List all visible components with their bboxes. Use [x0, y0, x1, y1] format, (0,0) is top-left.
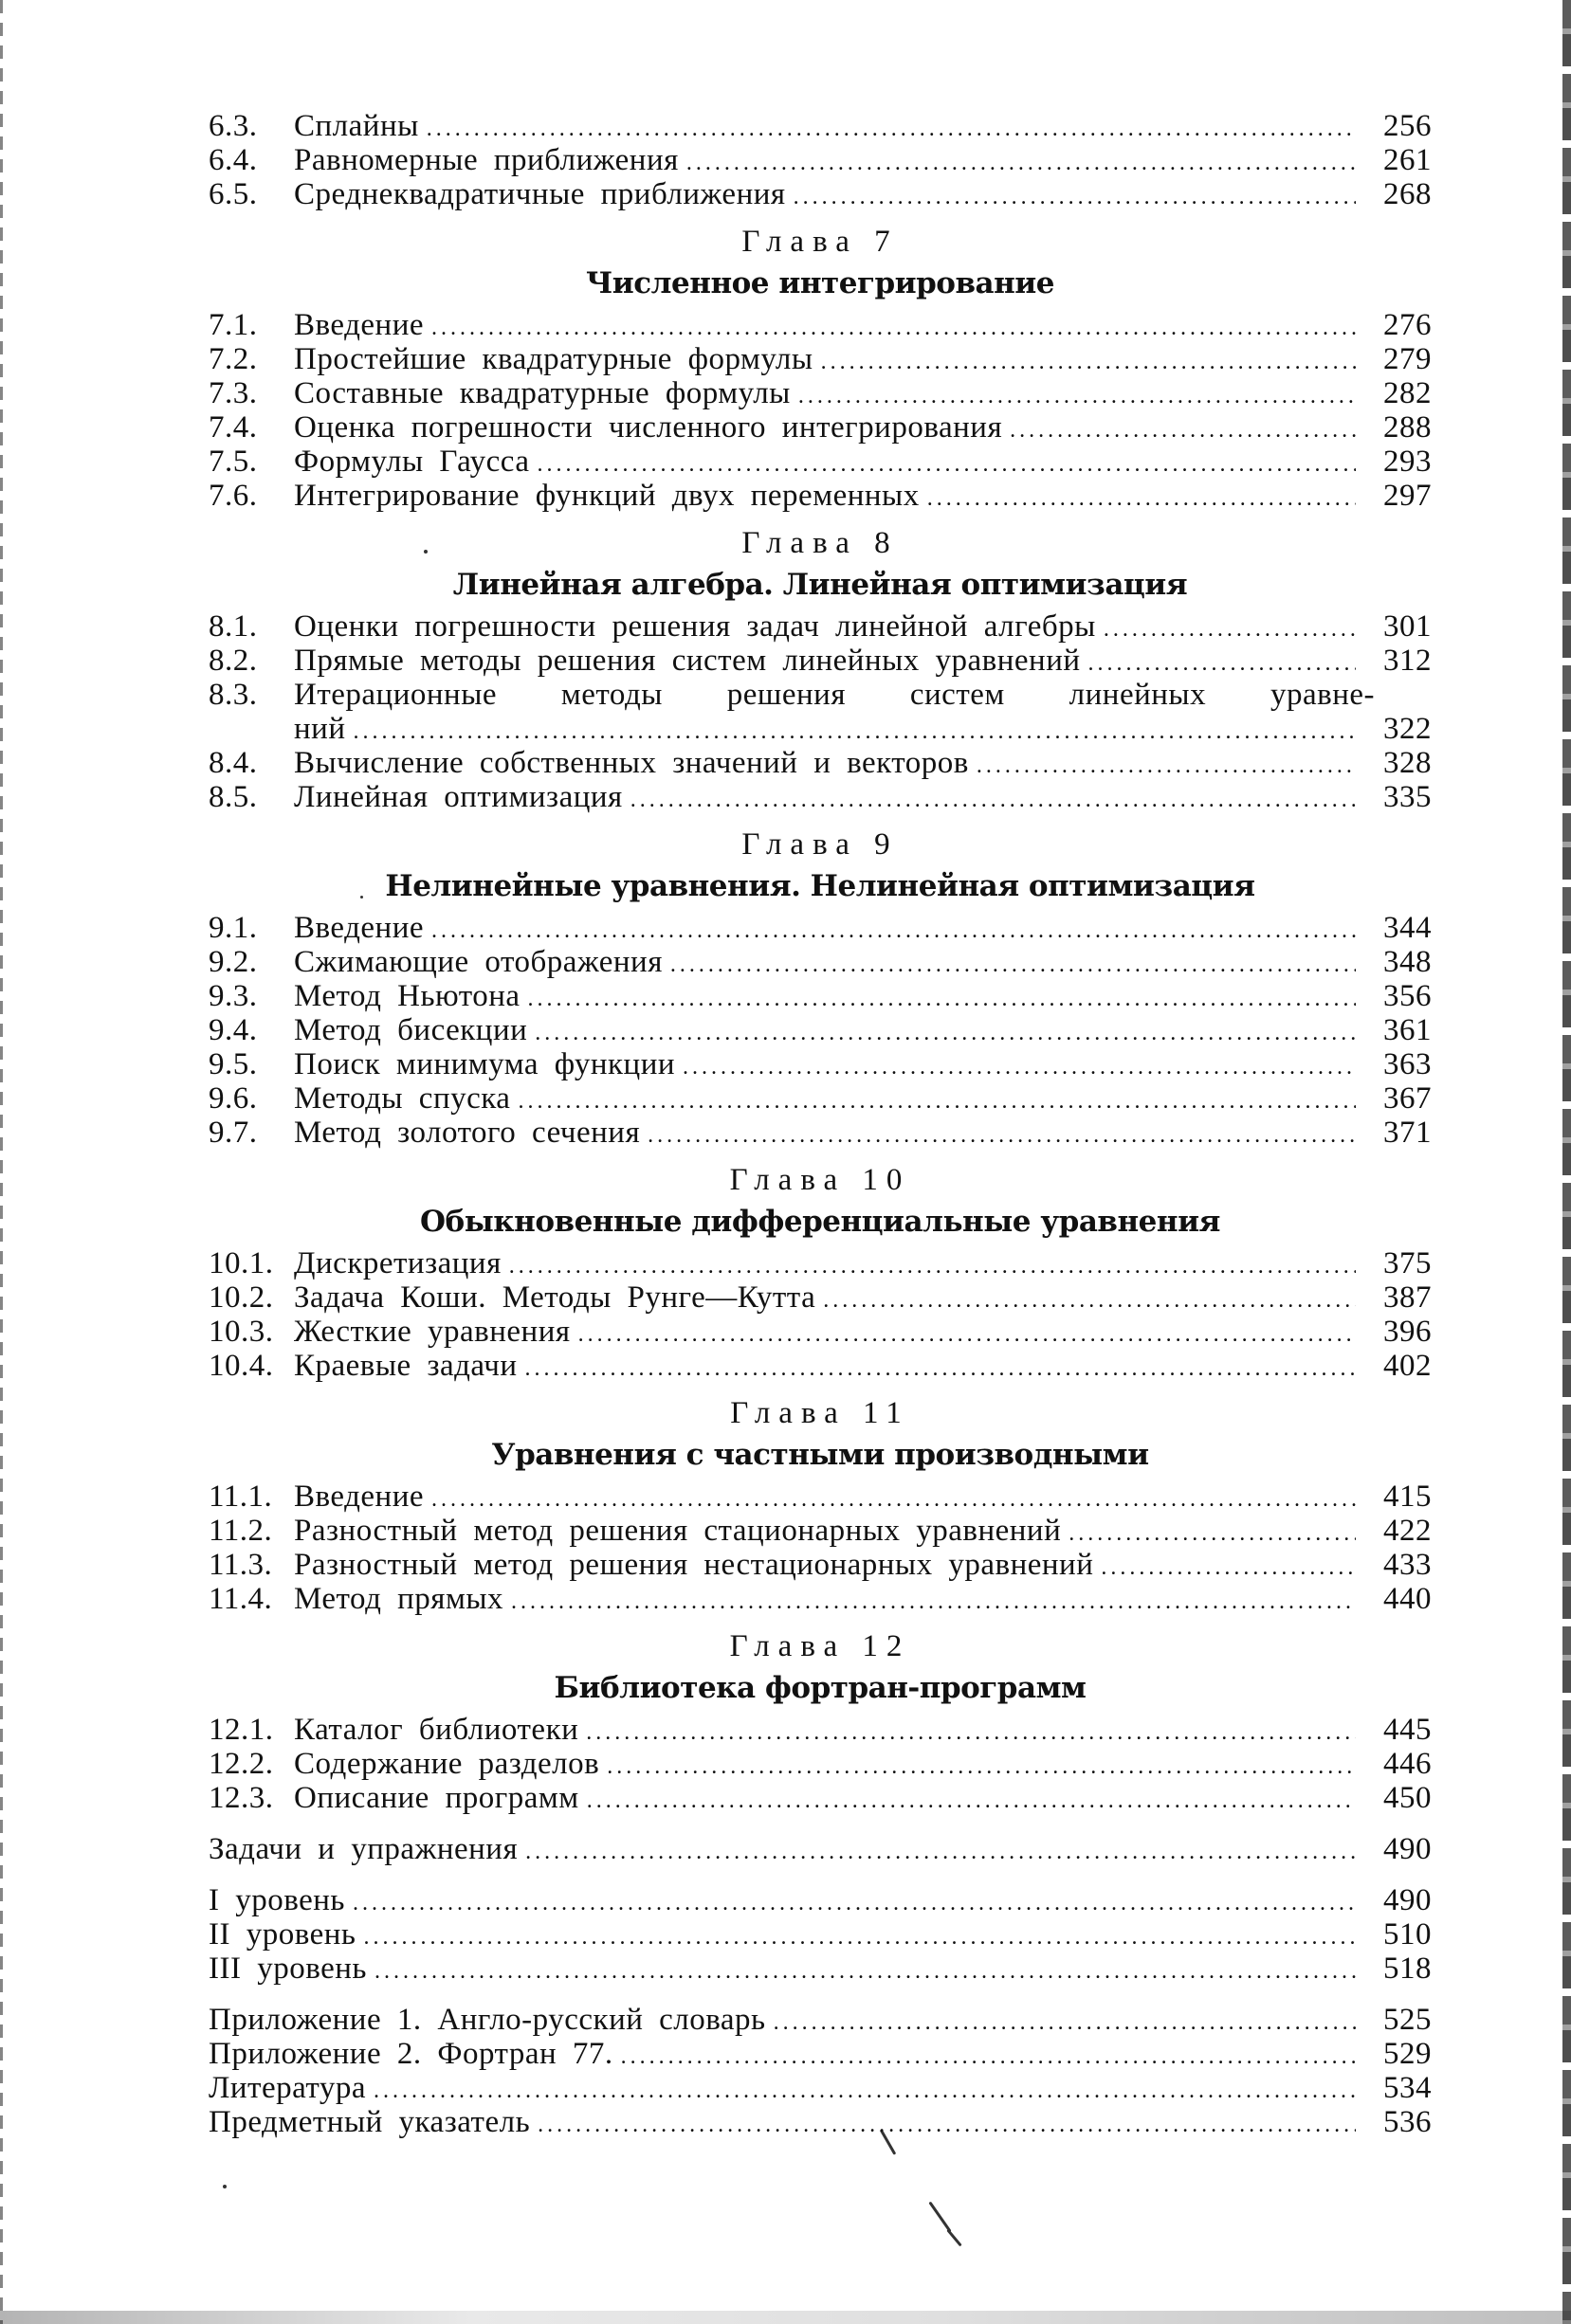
entry-title: Равномерные приближения [294, 143, 679, 177]
dot-leader [353, 1886, 1356, 1920]
toc-entry-continuation [209, 712, 1432, 746]
toc-entry [209, 1013, 1432, 1047]
entry-title: Метод Ньютона [294, 979, 521, 1013]
entry-number: 11.4. [209, 1582, 273, 1616]
entry-page: 261 [1383, 143, 1432, 177]
entry-title: Сжимающие отображения [294, 945, 663, 979]
dot-leader [686, 146, 1356, 180]
entry-title: Жесткие уравнения [294, 1315, 571, 1349]
toc-entry-6-3 [209, 109, 1432, 143]
toc-entry [209, 979, 1432, 1013]
entry-page: 375 [1383, 1246, 1432, 1280]
entry-title: Разностный метод решения стационарных уравнений [294, 1514, 1062, 1548]
dot-leader [774, 2006, 1356, 2040]
chapter-title: Уравнения с частными производными [491, 1438, 1149, 1472]
entry-page: 344 [1383, 911, 1432, 945]
entry-number: 9.7. [209, 1116, 258, 1150]
entry-page: 534 [1383, 2071, 1432, 2105]
entry-title: Каталог библиотеки [294, 1713, 579, 1747]
dot-leader [586, 1716, 1356, 1750]
dot-leader [648, 1118, 1356, 1153]
entry-number: 8.4. [209, 746, 258, 780]
entry-title: Введение [294, 308, 425, 342]
toc-entry [209, 1713, 1432, 1747]
toc-entry-level [209, 1883, 1432, 1917]
entry-page: 371 [1383, 1116, 1432, 1150]
entry-page: 363 [1383, 1047, 1432, 1081]
entry-title: Метод бисекции [294, 1013, 528, 1047]
dot-leader [427, 112, 1356, 146]
entry-title: Простейшие квадратурные формулы [294, 342, 813, 376]
entry-title: II уровень [209, 1917, 356, 1952]
table-of-contents [209, 109, 1432, 2139]
toc-entry [209, 479, 1432, 513]
entry-title: Введение [294, 1480, 425, 1514]
toc-entry [209, 644, 1432, 678]
dot-leader [823, 1283, 1356, 1317]
entry-number: 9.3. [209, 979, 258, 1013]
entry-title: Метод прямых [294, 1582, 504, 1616]
dot-leader [1101, 1551, 1356, 1585]
entry-title: Интегрирование функций двух переменных [294, 479, 920, 513]
entry-number: 7.5. [209, 445, 258, 479]
toc-entry [209, 376, 1432, 410]
dot-leader [977, 749, 1356, 783]
entry-number: 8.5. [209, 780, 258, 814]
scan-right-edge [1562, 0, 1571, 2324]
entry-title: I уровень [209, 1883, 345, 1917]
entry-number: 7.6. [209, 479, 258, 513]
dot-leader [525, 1835, 1356, 1869]
toc-entry-first-line [209, 678, 1432, 712]
scan-left-edge [0, 0, 3, 2324]
chapter-title: Библиотека фортран-программ [554, 1671, 1087, 1705]
toc-entry-6-5 [209, 177, 1432, 211]
dot-leader [353, 715, 1356, 749]
entry-number: 9.4. [209, 1013, 258, 1047]
dot-leader [1010, 413, 1356, 447]
chapter-title: Численное интегрирование [586, 266, 1054, 300]
entry-page: 322 [1383, 712, 1432, 746]
dot-leader [1069, 1516, 1356, 1551]
toc-entry-appendix [209, 2105, 1432, 2139]
toc-entry [209, 945, 1432, 979]
entry-number: 6.5. [209, 177, 258, 211]
chapter-label: Глава 7 [741, 225, 899, 259]
entry-title: Составные квадратурные формулы [294, 376, 791, 410]
entry-title: Формулы Гаусса [294, 445, 530, 479]
entry-page: 490 [1383, 1883, 1432, 1917]
dot-leader [607, 1750, 1356, 1784]
toc-entry [209, 1116, 1432, 1150]
entry-number: 9.6. [209, 1081, 258, 1116]
dot-leader [798, 379, 1356, 413]
toc-entry-appendix [209, 2003, 1432, 2037]
entry-title: Поиск минимума функции [294, 1047, 676, 1081]
toc-entry [209, 1480, 1432, 1514]
toc-entry [209, 445, 1432, 479]
entry-title: Краевые задачи [294, 1349, 518, 1383]
entry-page: 450 [1383, 1781, 1432, 1815]
toc-entry [209, 1582, 1432, 1616]
dot-leader [1088, 646, 1356, 681]
toc-entry-appendix [209, 2071, 1432, 2105]
toc-entry [209, 780, 1432, 814]
dot-leader [587, 1784, 1356, 1818]
entry-title: Приложение 2. Фортран 77. [209, 2037, 613, 2071]
entry-number: 9.2. [209, 945, 258, 979]
toc-entry [209, 1315, 1432, 1349]
toc-entry-6-4 [209, 143, 1432, 177]
dot-leader [528, 982, 1356, 1016]
entry-title: Приложение 1. Англо-русский словарь [209, 2003, 766, 2037]
dot-leader [794, 180, 1356, 214]
entry-page: 361 [1383, 1013, 1432, 1047]
entry-page: 446 [1383, 1747, 1432, 1781]
entry-number: 9.1. [209, 911, 258, 945]
toc-entry [209, 911, 1432, 945]
entry-title: Содержание разделов [294, 1747, 600, 1781]
dot-leader [374, 2074, 1356, 2108]
entry-page: 293 [1383, 445, 1432, 479]
entry-title: Литература [209, 2071, 367, 2105]
toc-entry [209, 1246, 1432, 1280]
entry-page: 301 [1383, 609, 1432, 644]
dot-leader [511, 1585, 1356, 1619]
toc-entry [209, 410, 1432, 445]
entry-page: 335 [1383, 780, 1432, 814]
entry-number: 7.3. [209, 376, 258, 410]
entry-number: 6.4. [209, 143, 258, 177]
dot-leader [431, 914, 1356, 948]
toc-entry [209, 342, 1432, 376]
dot-leader [537, 447, 1356, 481]
entry-title: Методы спуска [294, 1081, 511, 1116]
entry-number: 8.2. [209, 644, 258, 678]
dot-leader [374, 1954, 1356, 1988]
dot-leader [821, 345, 1356, 379]
toc-entry-appendix [209, 2037, 1432, 2071]
entry-title: Оценки погрешности решения задач линейной алгебры [294, 609, 1096, 644]
dot-leader [363, 1920, 1356, 1954]
entry-title: Оценка погрешности численного интегрирования [294, 410, 1003, 445]
toc-entry [209, 308, 1432, 342]
entry-page: 518 [1383, 1952, 1432, 1986]
toc-entry [209, 1280, 1432, 1315]
entry-title: Сплайны [294, 109, 419, 143]
entry-page: 402 [1383, 1349, 1432, 1383]
dot-leader [670, 948, 1356, 982]
entry-page: 297 [1383, 479, 1432, 513]
dot-leader [518, 1084, 1356, 1118]
entry-page: 367 [1383, 1081, 1432, 1116]
toc-entry [209, 746, 1432, 780]
dot-leader [431, 1482, 1356, 1516]
entry-page: 256 [1383, 109, 1432, 143]
dot-leader [927, 481, 1356, 516]
dot-leader [630, 783, 1356, 817]
toc-entry [209, 1747, 1432, 1781]
chapter-label: Глава 8 [741, 526, 899, 560]
entry-number: 10.1. [209, 1246, 274, 1280]
dot-leader [1104, 612, 1356, 646]
entry-title: Описание программ [294, 1781, 579, 1815]
entry-title-continuation: ний [294, 712, 346, 746]
entry-title: Линейная оптимизация [294, 780, 623, 814]
entry-number: 10.4. [209, 1349, 274, 1383]
chapter-label: Глава 9 [741, 827, 899, 862]
chapter-label: Глава 10 [729, 1163, 911, 1197]
entry-number: 10.2. [209, 1280, 274, 1315]
entry-page: 490 [1383, 1832, 1432, 1866]
entry-number: 11.2. [209, 1514, 273, 1548]
dot-leader [578, 1317, 1356, 1352]
entry-title: Дискретизация [294, 1246, 502, 1280]
toc-entry [209, 1047, 1432, 1081]
entry-title: Среднеквадратичные приближения [294, 177, 786, 211]
entry-title: Задачи и упражнения [209, 1832, 519, 1866]
entry-page: 529 [1383, 2037, 1432, 2071]
dot-leader [535, 1016, 1356, 1050]
entry-number: 12.1. [209, 1713, 274, 1747]
dot-leader [509, 1249, 1356, 1283]
entry-page: 536 [1383, 2105, 1432, 2139]
entry-number: 10.3. [209, 1315, 274, 1349]
toc-entry [209, 1781, 1432, 1815]
toc-entry-level [209, 1917, 1432, 1952]
entry-number: 8.1. [209, 609, 258, 644]
dot-leader [538, 2108, 1356, 2142]
entry-number: 12.3. [209, 1781, 274, 1815]
toc-entry [209, 609, 1432, 644]
entry-title: Введение [294, 911, 425, 945]
entry-page: 422 [1383, 1514, 1432, 1548]
entry-page: 288 [1383, 410, 1432, 445]
dot-leader [683, 1050, 1356, 1084]
entry-title: Прямые методы решения систем линейных уравнений [294, 644, 1081, 678]
entry-title: Задача Коши. Методы Рунге—Кутта [294, 1280, 816, 1315]
entry-number: 11.1. [209, 1480, 273, 1514]
entry-title: Предметный указатель [209, 2105, 531, 2139]
entry-page: 282 [1383, 376, 1432, 410]
entry-number: 9.5. [209, 1047, 258, 1081]
toc-entry-exercises [209, 1832, 1432, 1866]
entry-number: 6.3. [209, 109, 258, 143]
entry-number: 8.3. [209, 678, 258, 712]
chapter-title: Обыкновенные дифференциальные уравнения [420, 1205, 1220, 1239]
toc-entry-level [209, 1952, 1432, 1986]
entry-page: 279 [1383, 342, 1432, 376]
scan-speck [928, 2202, 951, 2233]
entry-number: 12.2. [209, 1747, 274, 1781]
entry-page: 396 [1383, 1315, 1432, 1349]
dot-leader [621, 2040, 1356, 2074]
toc-entry [209, 1514, 1432, 1548]
entry-title: Итерационные методы решения систем линейных уравне- [294, 678, 1375, 712]
entry-page: 328 [1383, 746, 1432, 780]
scan-bottom-edge [0, 2311, 1571, 2324]
entry-title: Метод золотого сечения [294, 1116, 641, 1150]
toc-entry [209, 1081, 1432, 1116]
entry-page: 525 [1383, 2003, 1432, 2037]
entry-number: 7.2. [209, 342, 258, 376]
scan-speck [946, 2229, 961, 2247]
dot-leader [525, 1352, 1356, 1386]
entry-page: 415 [1383, 1480, 1432, 1514]
entry-title: Разностный метод решения нестационарных уравнений [294, 1548, 1094, 1582]
entry-title: III уровень [209, 1952, 367, 1986]
entry-page: 312 [1383, 644, 1432, 678]
chapter-title: Нелинейные уравнения. Нелинейная оптимизация [385, 869, 1255, 903]
entry-page: 510 [1383, 1917, 1432, 1952]
entry-number: 7.1. [209, 308, 258, 342]
entry-title: Вычисление собственных значений и векторов [294, 746, 969, 780]
scan-speck [223, 2185, 227, 2188]
entry-page: 387 [1383, 1280, 1432, 1315]
dot-leader [431, 311, 1356, 345]
entry-number: 11.3. [209, 1548, 273, 1582]
chapter-label: Глава 11 [730, 1396, 910, 1430]
toc-entry [209, 1548, 1432, 1582]
chapter-title: Линейная алгебра. Линейная оптимизация [452, 568, 1188, 602]
entry-page: 445 [1383, 1713, 1432, 1747]
entry-number: 7.4. [209, 410, 258, 445]
entry-page: 348 [1383, 945, 1432, 979]
entry-page: 356 [1383, 979, 1432, 1013]
entry-page: 440 [1383, 1582, 1432, 1616]
toc-entry [209, 1349, 1432, 1383]
entry-page: 433 [1383, 1548, 1432, 1582]
entry-page: 276 [1383, 308, 1432, 342]
entry-page: 268 [1383, 177, 1432, 211]
chapter-label: Глава 12 [729, 1629, 911, 1663]
